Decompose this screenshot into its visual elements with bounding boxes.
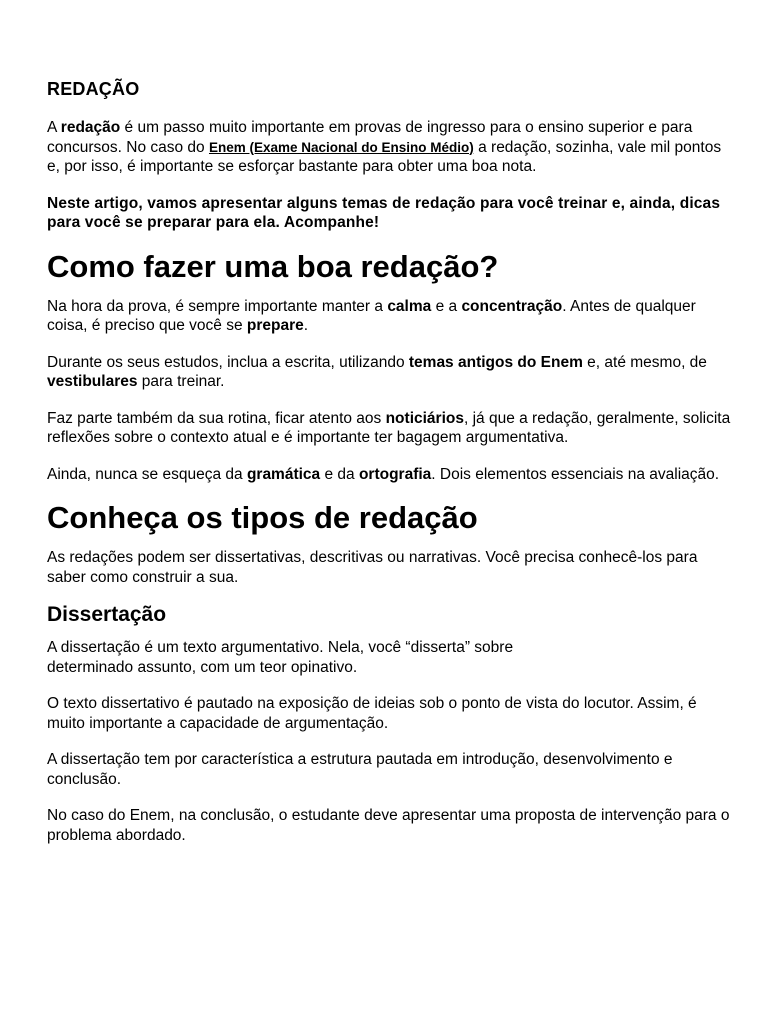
bold-term: temas antigos do Enem [408,353,583,371]
text-run: A [47,119,61,136]
paragraph [47,297,737,336]
subsection-heading-dissertacao: Dissertação [47,603,167,626]
article-kicker: REDAÇÃO [47,79,140,99]
enem-link[interactable]: Enem (Exame Nacional do Ensino Médio) [208,139,474,155]
text-run: . Antes de qualquer coisa, é preciso que você se [47,297,696,334]
text-run: a redação, sozinha, vale mil pontos e, por isso, é importante se esforçar bastante para obter uma boa nota. [47,138,722,175]
text-run: . Dois elementos essenciais na avaliação. [431,465,720,483]
paragraph [47,465,737,485]
text-run: . [303,317,309,334]
text-run: e da [320,465,359,483]
section-heading-como-fazer: Como fazer uma boa redação? [47,248,499,284]
bold-term: calma [387,297,432,315]
text-run: , já que a redação, geralmente, solicita reflexões sobre o contexto atual e é importante ter bagagem argumentativa. [47,409,731,446]
bold-term: concentração [461,297,563,315]
article [47,78,737,862]
text-run: é um passo muito importante em provas de ingresso para o ensino superior e para concursos. No caso do [47,119,693,156]
lead-paragraph: Neste artigo, vamos apresentar alguns temas de redação para você treinar e, ainda, dicas para você se preparar para ela. Acompanhe! [47,194,721,231]
text-run: e a [431,297,462,315]
text-run: Faz parte também da sua rotina, ficar atento aos [47,409,386,427]
paragraph: No caso do Enem, na conclusão, o estudante deve apresentar uma proposta de intervenção para o problema abordado. [47,807,730,844]
text-run: e, até mesmo, de [582,353,707,371]
intro-paragraph [47,118,737,177]
text-run: Durante os seus estudos, inclua a escrita, utilizando [47,353,409,371]
paragraph [47,638,737,677]
text-run: A dissertação é um texto argumentativo. Nela, você “disserta” sobre [47,639,514,656]
text-run: determinado assunto, com um teor opinativo. [47,658,358,676]
bold-term: gramática [246,465,321,483]
paragraph: O texto dissertativo é pautado na exposição de ideias sob o ponto de vista do locutor. Assim, é muito importante a capacidade de argumentação. [47,695,697,732]
bold-term: redação [60,119,121,136]
bold-term: prepare [246,317,304,334]
paragraph [47,353,737,392]
paragraph: As redações podem ser dissertativas, descritivas ou narrativas. Você precisa conhecê-los para saber como construir a sua. [47,549,698,586]
bold-term: noticiários [385,409,464,427]
text-run: Na hora da prova, é sempre importante manter a [47,297,388,315]
bold-term: vestibulares [47,373,138,390]
section-heading-tipos: Conheça os tipos de redação [47,500,478,535]
bold-term: ortografia [358,465,432,483]
paragraph [47,409,737,448]
text-run: para treinar. [137,373,225,390]
text-run: Ainda, nunca se esqueça da [47,465,247,483]
paragraph: A dissertação tem por característica a estrutura pautada em introdução, desenvolvimento e conclusão. [47,751,673,788]
